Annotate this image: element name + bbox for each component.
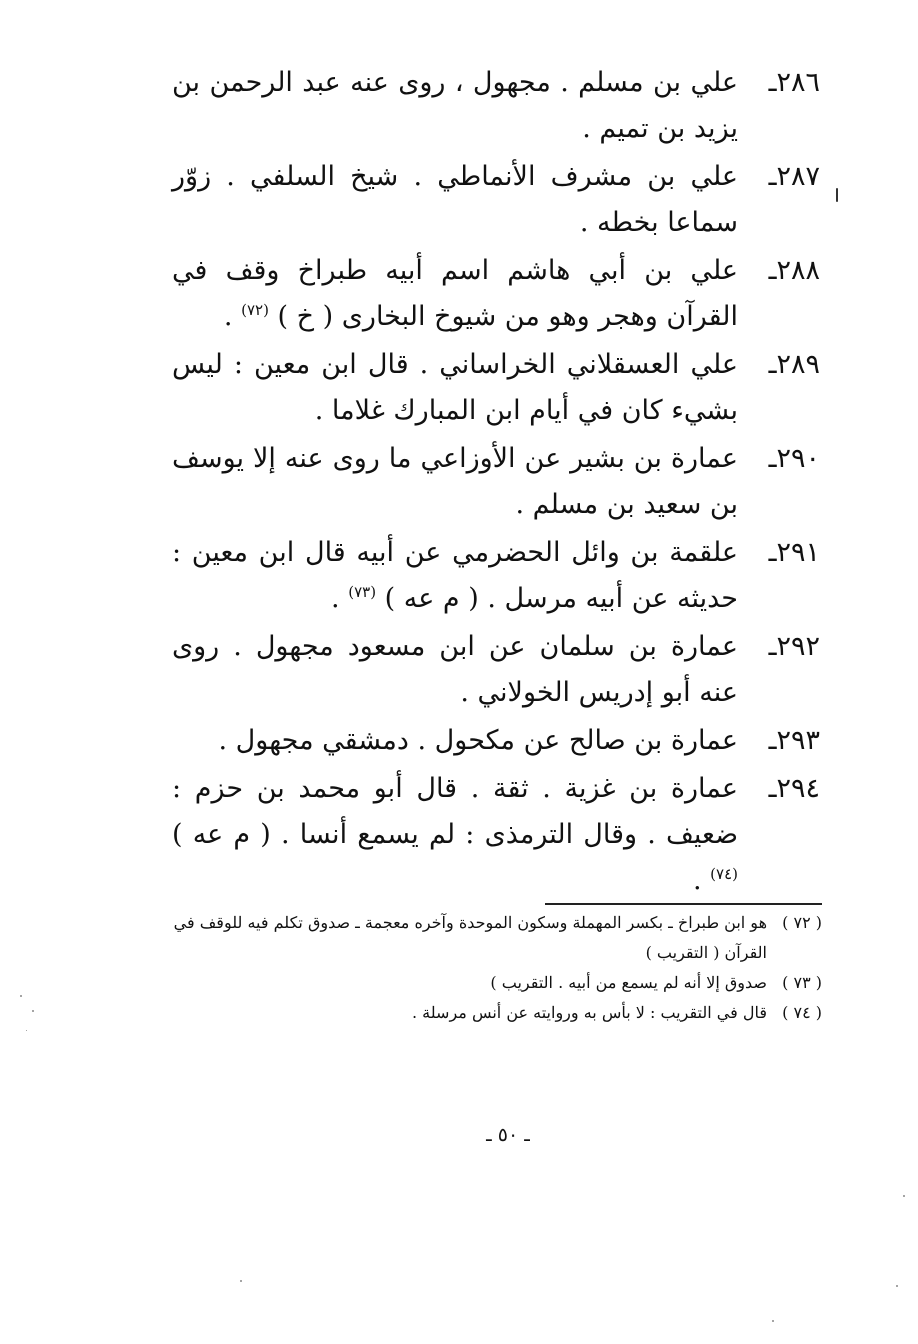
footnote-separator [545, 903, 822, 905]
entry-291: ٢٩١ـ علقمة بن وائل الحضرمي عن أبيه قال ابن معين : حديثه عن أبيه مرسل . ( م عه ) $^{(٧٣)}$ . [172, 530, 820, 622]
entry-number: ٢٩٤ـ [768, 773, 820, 804]
footnote-text: صدوق إلا أنه لم يسمع من أبيه . التقريب ) [490, 973, 767, 992]
footnote-number: ( ٧٣ ) [782, 973, 822, 992]
entry-294: ٢٩٤ـ عمارة بن غزية . ثقة . قال أبو محمد بن حزم : ضعيف . وقال الترمذى : لم يسمع أنسا . ( م عه ) $^{(٧٤)}$ . [172, 766, 820, 904]
entry-number: ٢٨٩ـ [768, 349, 820, 380]
footnote-text: هو ابن طبراخ ـ بكسر المهملة وسكون الموحدة وآخره معجمة ـ صدوق تكلم فيه للوقف في القرآن ( التقريب ) [173, 913, 767, 962]
entry-number: ٢٩٣ـ [768, 725, 820, 756]
entry-288: ٢٨٨ـ علي بن أبي هاشم اسم أبيه طبراخ وقف في القرآن وهجر وهو من شيوخ البخارى ( خ ) $^{(٧٢)}$ . [172, 248, 820, 340]
entry-text: علي بن مشرف الأنماطي . شيخ السلفي . زوّر سماعا بخطه . [172, 161, 738, 238]
entry-number: ٢٩٢ـ [768, 631, 820, 662]
scan-speck [20, 995, 22, 997]
footnote-73 [162, 968, 822, 998]
footnotes-list [162, 908, 822, 1028]
entry-287 [172, 154, 820, 246]
footnote-ref: (٧٣) [348, 583, 377, 601]
entries-list [172, 60, 820, 906]
entry-293 [172, 718, 820, 764]
footnote-ref: (٧٤) [710, 865, 738, 883]
entry-text: علي بن مسلم . مجهول ، روى عنه عبد الرحمن بن يزيد بن تميم . [172, 67, 738, 144]
entry-289 [172, 342, 820, 434]
entry-text: عمارة بن بشير عن الأوزاعي ما روى عنه إلا يوسف بن سعيد بن مسلم . [172, 443, 738, 520]
entry-number: ٢٨٦ـ [768, 67, 820, 98]
scan-speck [896, 1285, 898, 1287]
scan-speck [26, 1030, 27, 1031]
footnote-number: ( ٧٤ ) [782, 1003, 822, 1022]
entry-292 [172, 624, 820, 716]
entry-text: علي العسقلاني الخراساني . قال ابن معين : ليس بشيء كان في أيام ابن المبارك غلاما . [172, 349, 738, 426]
entry-number: ٢٨٧ـ [768, 161, 820, 192]
scan-speck [903, 1195, 905, 1197]
entry-286 [172, 60, 820, 152]
entry-text: علي بن أبي هاشم اسم أبيه طبراخ وقف في القرآن وهجر وهو من شيوخ البخارى ( خ ) [172, 255, 738, 332]
entry-text: علقمة بن وائل الحضرمي عن أبيه قال ابن معين : حديثه عن أبيه مرسل . ( م عه ) [172, 537, 738, 614]
footnote-ref: (٧٢) [241, 301, 269, 319]
page-number: ـ ٥٠ ـ [486, 1124, 530, 1146]
entry-number: ٢٨٨ـ [768, 255, 820, 286]
footnote-72 [162, 908, 822, 968]
scan-speck [836, 188, 838, 202]
entry-number: ٢٩١ـ [768, 537, 820, 568]
footnote-74 [162, 998, 822, 1028]
footnote-text: قال في التقريب : لا بأس به وروايته عن أنس مرسلة . [412, 1003, 767, 1022]
entry-text: عمارة بن سلمان عن ابن مسعود مجهول . روى عنه أبو إدريس الخولاني . [172, 631, 738, 708]
entry-290 [172, 436, 820, 528]
entry-number: ٢٩٠ـ [768, 443, 820, 474]
scan-speck [32, 1010, 34, 1012]
entry-text: عمارة بن غزية . ثقة . قال أبو محمد بن حزم : ضعيف . وقال الترمذى : لم يسمع أنسا . ( م عه ) [172, 773, 738, 850]
footnote-number: ( ٧٢ ) [782, 913, 822, 932]
scan-speck [240, 1280, 242, 1282]
entry-text: عمارة بن صالح عن مكحول . دمشقي مجهول . [218, 725, 738, 756]
scan-speck [772, 1320, 774, 1322]
